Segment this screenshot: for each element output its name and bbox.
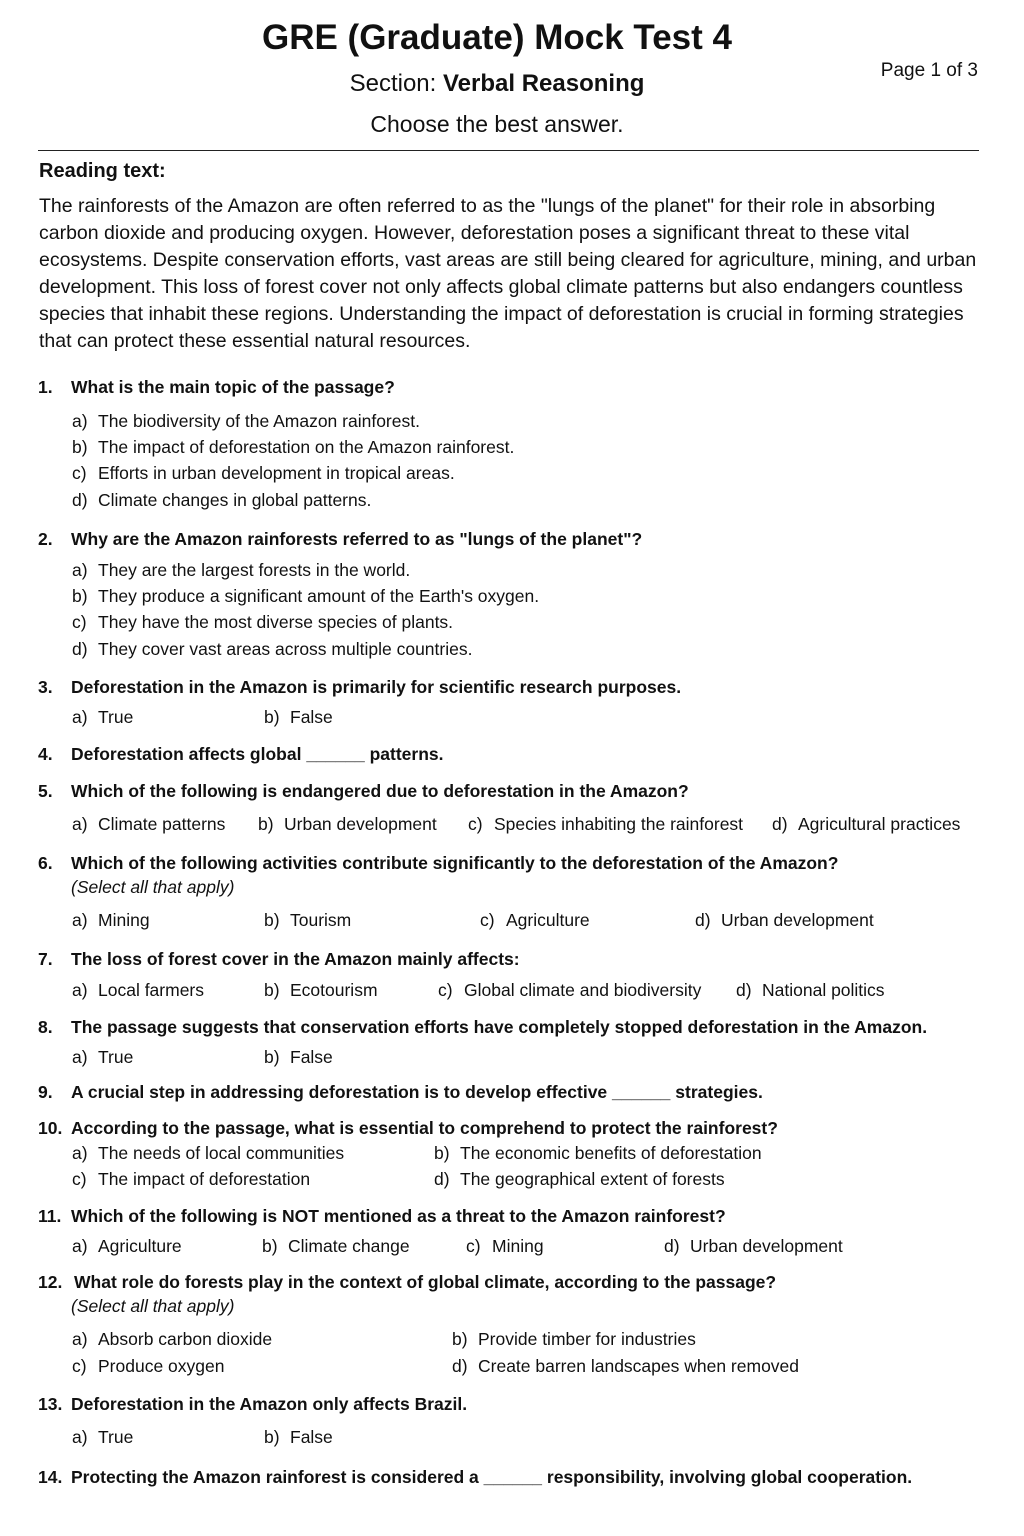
- option-letter: b): [264, 1427, 280, 1447]
- question-number: 11.: [38, 1206, 62, 1226]
- option-a[interactable]: [72, 814, 225, 835]
- option-letter: c): [72, 1356, 87, 1376]
- option-text: They produce a significant amount of the Earth's oxygen.: [98, 586, 540, 606]
- option-letter: a): [72, 560, 88, 580]
- section-line: [0, 70, 994, 98]
- option-text: Climate change: [288, 1236, 410, 1256]
- question-number: 5.: [38, 781, 53, 801]
- option-letter: a): [72, 1143, 88, 1163]
- question-text: A crucial step in addressing deforestation is to develop effective ______ strategies.: [71, 1082, 763, 1102]
- question-text: The loss of forest cover in the Amazon mainly affects:: [71, 949, 520, 969]
- question-note: (Select all that apply): [71, 877, 235, 897]
- option-letter: b): [264, 910, 280, 930]
- option-c[interactable]: [466, 1236, 544, 1257]
- option-b[interactable]: [264, 707, 333, 728]
- option-text: True: [98, 1047, 134, 1067]
- option-text: Agriculture: [506, 910, 590, 930]
- option-letter: a): [72, 910, 88, 930]
- option-text: Climate changes in global patterns.: [98, 490, 372, 510]
- option-text: Local farmers: [98, 980, 205, 1000]
- option-letter: d): [72, 639, 88, 659]
- option-letter: a): [72, 707, 88, 727]
- option-letter: a): [72, 1236, 88, 1256]
- option-text: Tourism: [290, 910, 352, 930]
- question-number: 2.: [38, 529, 53, 549]
- option-c[interactable]: [72, 1356, 224, 1377]
- option-a[interactable]: [72, 707, 133, 728]
- option-text: Efforts in urban development in tropical areas.: [98, 463, 455, 483]
- option-b[interactable]: [434, 1143, 762, 1164]
- option-d[interactable]: [434, 1169, 725, 1190]
- test-title: GRE (Graduate) Mock Test 4: [261, 18, 732, 57]
- option-c[interactable]: [468, 814, 743, 835]
- option-text: Climate patterns: [98, 814, 226, 834]
- question-number: 3.: [38, 677, 53, 697]
- option-letter: d): [434, 1169, 450, 1189]
- option-letter: b): [264, 980, 280, 1000]
- option-b[interactable]: [264, 980, 378, 1001]
- question-number: 1.: [38, 377, 53, 397]
- question-number: 10.: [38, 1118, 63, 1138]
- option-letter: d): [695, 910, 711, 930]
- option-text: The geographical extent of forests: [460, 1169, 725, 1189]
- option-letter: d): [72, 490, 88, 510]
- option-text: Provide timber for industries: [478, 1329, 696, 1349]
- question-text: The passage suggests that conservation efforts have completely stopped deforestation in the Amazon.: [71, 1017, 928, 1037]
- option-letter: d): [452, 1356, 468, 1376]
- option-c[interactable]: [438, 980, 701, 1001]
- option-letter: b): [72, 437, 88, 457]
- option-letter: c): [72, 1169, 87, 1189]
- option-a[interactable]: [72, 1143, 344, 1164]
- question-text: Deforestation in the Amazon is primarily for scientific research purposes.: [71, 677, 682, 697]
- option-letter: d): [736, 980, 752, 1000]
- option-text: The economic benefits of deforestation: [460, 1143, 762, 1163]
- question-number: 14.: [38, 1467, 63, 1487]
- option-d[interactable]: [736, 980, 885, 1001]
- option-text: Urban development: [721, 910, 874, 930]
- option-letter: a): [72, 1047, 88, 1067]
- question-number: 6.: [38, 853, 53, 873]
- option-b[interactable]: [264, 910, 351, 931]
- option-a[interactable]: [72, 1329, 272, 1350]
- option-text: They are the largest forests in the world.: [98, 560, 411, 580]
- option-d[interactable]: [452, 1356, 799, 1377]
- option-text: False: [290, 1427, 333, 1447]
- question-number: 8.: [38, 1017, 53, 1037]
- option-letter: a): [72, 1329, 88, 1349]
- question-note: (Select all that apply): [71, 1296, 235, 1316]
- reading-label: Reading text:: [39, 160, 166, 182]
- instructions: Choose the best answer.: [370, 111, 624, 137]
- option-c[interactable]: [480, 910, 590, 931]
- option-b[interactable]: [452, 1329, 696, 1350]
- question-text: Protecting the Amazon rainforest is considered a ______ responsibility, involving global cooperation.: [71, 1467, 913, 1487]
- question-number: 7.: [38, 949, 53, 969]
- option-letter: b): [72, 586, 88, 606]
- option-text: Agriculture: [98, 1236, 182, 1256]
- option-letter: b): [262, 1236, 278, 1256]
- option-letter: b): [264, 707, 280, 727]
- option-letter: c): [480, 910, 495, 930]
- option-letter: c): [72, 463, 87, 483]
- option-a[interactable]: [72, 910, 150, 931]
- option-a[interactable]: [72, 1047, 133, 1068]
- option-text: True: [98, 707, 134, 727]
- option-a[interactable]: [72, 980, 204, 1001]
- question-text: What is the main topic of the passage?: [71, 377, 395, 397]
- page-number: Page 1 of 3: [880, 60, 978, 81]
- option-text: False: [290, 1047, 333, 1067]
- section-name: Verbal Reasoning: [442, 70, 645, 97]
- option-d[interactable]: [772, 814, 960, 835]
- option-text: True: [98, 1427, 134, 1447]
- option-d[interactable]: [695, 910, 874, 931]
- option-a[interactable]: [72, 411, 420, 432]
- question-text: Which of the following is endangered due to deforestation in the Amazon?: [71, 781, 689, 801]
- question-text: What role do forests play in the context of global climate, according to the passage?: [74, 1272, 777, 1292]
- option-letter: a): [72, 411, 88, 431]
- question-number: 9.: [38, 1082, 53, 1102]
- option-letter: a): [72, 980, 88, 1000]
- option-text: Absorb carbon dioxide: [98, 1329, 273, 1349]
- question-text: Deforestation affects global ______ patterns.: [71, 744, 444, 764]
- option-letter: a): [72, 1427, 88, 1447]
- header-divider: [38, 150, 979, 151]
- option-b[interactable]: [72, 586, 539, 607]
- option-c[interactable]: [72, 1169, 310, 1190]
- option-text: Agricultural practices: [798, 814, 961, 834]
- question-number: 4.: [38, 744, 53, 764]
- option-text: Mining: [98, 910, 150, 930]
- option-text: The impact of deforestation: [98, 1169, 311, 1189]
- option-text: False: [290, 707, 333, 727]
- question-number: 13.: [38, 1394, 63, 1414]
- option-text: The biodiversity of the Amazon rainforest.: [98, 411, 420, 431]
- option-text: Create barren landscapes when removed: [478, 1356, 800, 1376]
- option-b[interactable]: [72, 437, 514, 458]
- option-text: Mining: [492, 1236, 544, 1256]
- option-text: The needs of local communities: [98, 1143, 345, 1163]
- option-text: The impact of deforestation on the Amazon rainforest.: [98, 437, 515, 457]
- option-b[interactable]: [264, 1427, 333, 1448]
- option-letter: c): [468, 814, 483, 834]
- section-prefix: Section:: [349, 70, 443, 97]
- option-letter: a): [72, 814, 88, 834]
- question-text: Which of the following activities contribute significantly to the deforestation of the Amazon?: [71, 853, 839, 873]
- option-text: They cover vast areas across multiple countries.: [98, 639, 473, 659]
- option-text: Urban development: [690, 1236, 843, 1256]
- option-c[interactable]: [72, 612, 453, 633]
- option-letter: b): [452, 1329, 468, 1349]
- option-a[interactable]: [72, 1427, 133, 1448]
- option-letter: c): [438, 980, 453, 1000]
- option-letter: b): [434, 1143, 450, 1163]
- option-letter: b): [258, 814, 274, 834]
- option-text: Ecotourism: [290, 980, 378, 1000]
- option-text: National politics: [762, 980, 885, 1000]
- question-text: Which of the following is NOT mentioned as a threat to the Amazon rainforest?: [71, 1206, 726, 1226]
- option-d[interactable]: [664, 1236, 843, 1257]
- option-d[interactable]: [72, 490, 371, 511]
- option-letter: d): [664, 1236, 680, 1256]
- question-text: Deforestation in the Amazon only affects Brazil.: [71, 1394, 468, 1414]
- question-number: 12.: [38, 1272, 63, 1292]
- option-b[interactable]: [264, 1047, 333, 1068]
- option-a[interactable]: [72, 560, 410, 581]
- reading-passage: The rainforests of the Amazon are often referred to as the "lungs of the planet" for their role in absorbing carbon dioxide and producing oxygen. However, deforestation poses a significant threat to these vital ecosystems. Despite conservation efforts, vast areas are still being cleared for agriculture, mining, and urban development. This loss of forest cover not only affects global climate patterns but also endangers countless species that inhabit these regions. Understanding the impact of deforestation is crucial in forming strategies that can protect these essential natural resources.: [39, 195, 977, 352]
- option-text: Produce oxygen: [98, 1356, 225, 1376]
- option-text: Species inhabiting the rainforest: [494, 814, 744, 834]
- option-d[interactable]: [72, 639, 472, 660]
- option-letter: c): [72, 612, 87, 632]
- option-letter: c): [466, 1236, 481, 1256]
- option-c[interactable]: [72, 463, 455, 484]
- option-letter: d): [772, 814, 788, 834]
- option-b[interactable]: [262, 1236, 410, 1257]
- page-header: [0, 0, 1024, 152]
- option-b[interactable]: [258, 814, 437, 835]
- option-text: They have the most diverse species of plants.: [98, 612, 454, 632]
- question-text: According to the passage, what is essential to comprehend to protect the rainforest?: [71, 1118, 778, 1138]
- question-text: Why are the Amazon rainforests referred to as "lungs of the planet"?: [71, 529, 643, 549]
- option-text: Global climate and biodiversity: [464, 980, 702, 1000]
- option-text: Urban development: [284, 814, 437, 834]
- option-letter: b): [264, 1047, 280, 1067]
- option-a[interactable]: [72, 1236, 182, 1257]
